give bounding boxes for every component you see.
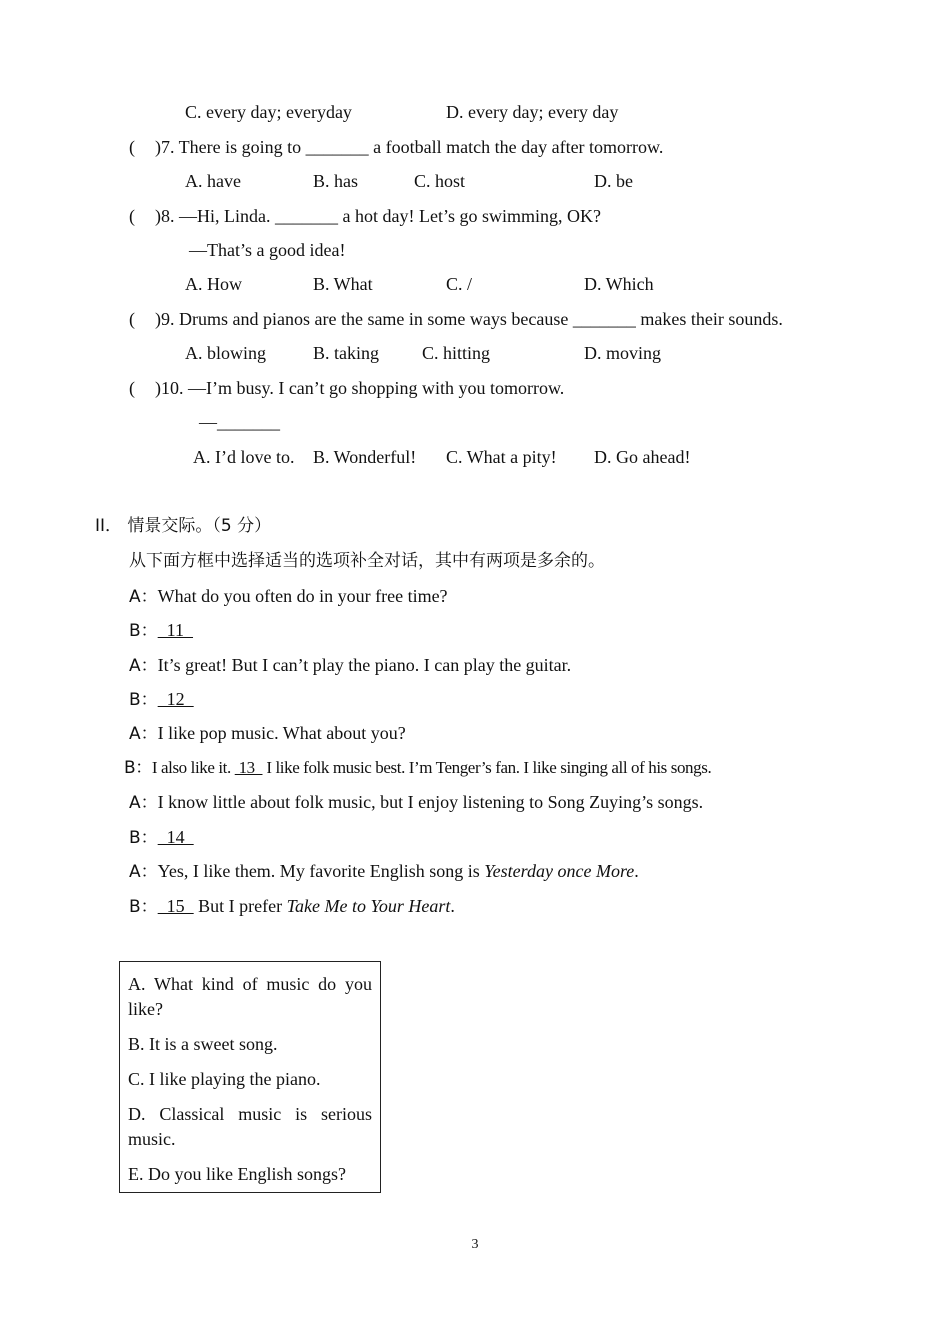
options-box <box>119 961 381 1193</box>
option-b: B. It is a sweet song. <box>128 1034 278 1054</box>
speaker-label: A： <box>129 656 158 676</box>
q7-option-a: A. have <box>185 171 241 191</box>
q8-option-c: C. / <box>446 274 473 294</box>
dialogue-text: It’s great! But I can’t play the piano. I can play the guitar. <box>157 655 572 675</box>
dialogue-text: I like pop music. What about you? <box>157 723 406 743</box>
speaker-label: B： <box>129 690 158 710</box>
q10-option-b: B. Wonderful! <box>313 447 417 467</box>
q9-option-d: D. moving <box>584 343 662 363</box>
dialogue-line <box>129 619 193 642</box>
answer-blank-12[interactable]: 12 <box>157 689 194 709</box>
q8-option-a: A. How <box>185 274 242 294</box>
answer-blank-15[interactable]: 15 <box>157 896 194 916</box>
dialogue-text: I like folk music best. I’m Tenger’s fan. I like singing all of his songs. <box>262 758 712 777</box>
dialogue-line <box>129 585 448 608</box>
dialogue-text: . <box>634 861 639 881</box>
dialogue-line <box>124 757 711 779</box>
q9-paren: ( <box>129 309 135 329</box>
dialogue-line <box>129 826 194 849</box>
song-title: Yesterday once More <box>484 861 635 881</box>
option-d: D. Classical music is serious music. <box>128 1104 372 1149</box>
speaker-label: A： <box>129 587 158 607</box>
song-title: Take Me to Your Heart <box>286 896 451 916</box>
dialogue-text: . <box>450 896 455 916</box>
page-number: 3 <box>471 1237 479 1252</box>
q8-option-b: B. What <box>313 274 373 294</box>
speaker-label: B： <box>129 621 158 641</box>
dialogue-line <box>129 654 571 677</box>
q9-stem: )9. Drums and pianos are the same in some ways because _______ makes their sounds. <box>155 309 783 329</box>
speaker-label: B： <box>124 758 152 778</box>
q7-option-d: D. be <box>594 171 633 191</box>
speaker-label: A： <box>129 862 158 882</box>
q10-option-a: A. I’d love to. <box>193 447 295 467</box>
q6-option-c: C. every day; everyday <box>185 102 352 122</box>
dialogue-text: But I prefer <box>193 896 287 916</box>
dialogue-line <box>129 860 639 883</box>
section-instruction: 从下面方框中选择适当的选项补全对话，其中有两项是多余的。 <box>129 551 605 571</box>
option-a: A. What kind of music do you like? <box>128 974 372 1019</box>
q7-paren: ( <box>129 137 135 157</box>
q7-option-b: B. has <box>313 171 358 191</box>
q7-stem: )7. There is going to _______ a football match the day after tomorrow. <box>155 137 664 157</box>
q10-option-d: D. Go ahead! <box>594 447 691 467</box>
q8-paren: ( <box>129 206 135 226</box>
dialogue-line <box>129 688 194 711</box>
dialogue-text: What do you often do in your free time? <box>157 586 448 606</box>
q6-option-d: D. every day; every day <box>446 102 619 122</box>
q7-option-c: C. host <box>414 171 466 191</box>
speaker-label: A： <box>129 793 158 813</box>
answer-blank-13[interactable]: 13 <box>234 758 263 777</box>
speaker-label: B： <box>129 897 158 917</box>
dialogue-text: I also like it. <box>151 758 235 777</box>
q9-option-a: A. blowing <box>185 343 266 363</box>
q8-option-d: D. Which <box>584 274 654 294</box>
q9-option-b: B. taking <box>313 343 379 363</box>
speaker-label: A： <box>129 724 158 744</box>
answer-blank-14[interactable]: 14 <box>157 827 194 847</box>
dialogue-text: I know little about folk music, but I enjoy listening to Song Zuying’s songs. <box>157 792 704 812</box>
section-heading: II． 情景交际。（5 分） <box>95 516 272 536</box>
speaker-label: B： <box>129 828 158 848</box>
dialogue-line <box>129 895 455 918</box>
q8-reply: —That’s a good idea! <box>189 240 346 260</box>
q10-reply: —_______ <box>199 412 280 432</box>
option-c: C. I like playing the piano. <box>128 1069 321 1089</box>
q8-stem: )8. —Hi, Linda. _______ a hot day! Let’s go swimming, OK? <box>155 206 601 226</box>
q10-option-c: C. What a pity! <box>446 447 557 467</box>
q9-option-c: C. hitting <box>422 343 491 363</box>
dialogue-text: Yes, I like them. My favorite English song is <box>157 861 485 881</box>
dialogue-line <box>129 791 703 814</box>
answer-blank-11[interactable]: 11 <box>157 620 194 640</box>
dialogue-line <box>129 722 406 745</box>
q10-stem: )10. —I’m busy. I can’t go shopping with you tomorrow. <box>155 378 565 398</box>
option-e: E. Do you like English songs? <box>128 1164 346 1184</box>
q10-paren: ( <box>129 378 135 398</box>
